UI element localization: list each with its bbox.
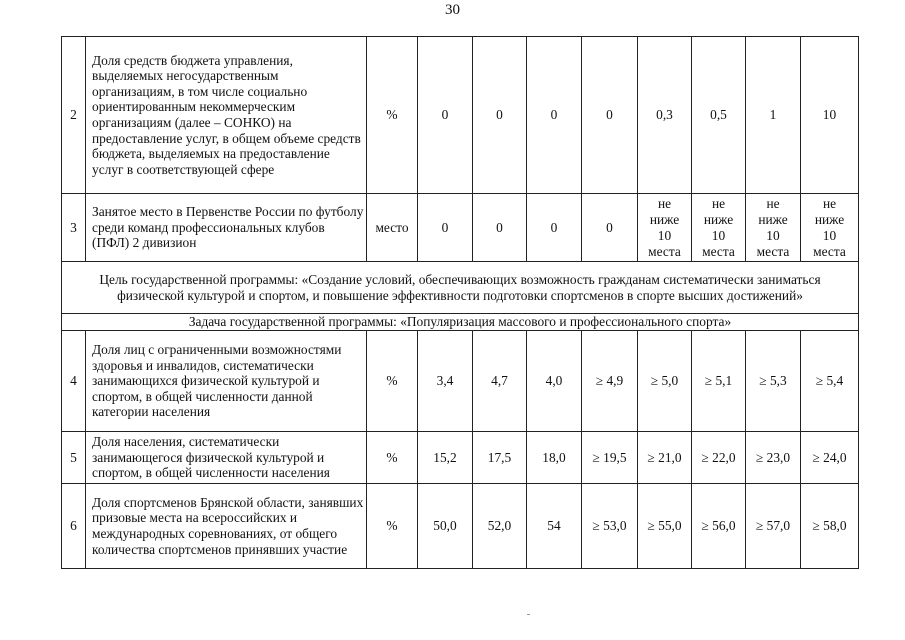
value-cell: 0	[418, 37, 473, 194]
value-cell: 0,5	[692, 37, 746, 194]
value-cell: ≥ 57,0	[746, 484, 801, 569]
value-cell: ≥ 56,0	[692, 484, 746, 569]
value-cell: 0	[473, 194, 527, 262]
target-value-cell	[746, 194, 801, 262]
row-number: 2	[62, 37, 86, 194]
table-row	[62, 37, 859, 194]
value-cell: 0	[582, 194, 638, 262]
target-line: не	[657, 195, 672, 211]
indicator-name: Доля спортсменов Брянской области, занявших призовые места на всероссийских и международных соревнованиях, от общего количества спортсменов принявших участие	[86, 484, 367, 569]
value-cell: 0	[418, 194, 473, 262]
unit-cell: место	[367, 194, 418, 262]
target-line: места	[813, 243, 846, 259]
value-cell: 4,7	[473, 331, 527, 432]
unit-cell: %	[367, 37, 418, 194]
unit-cell: %	[367, 432, 418, 484]
target-line: места	[702, 243, 735, 259]
table-row	[62, 331, 859, 432]
table-row	[62, 484, 859, 569]
target-value-cell	[801, 194, 859, 262]
target-line: места	[648, 243, 681, 259]
value-cell: 4,0	[527, 331, 582, 432]
indicator-name: Доля населения, систематически занимающегося физической культурой и спортом, в общей численности населения	[86, 432, 367, 484]
value-cell: 0	[527, 194, 582, 262]
value-cell: ≥ 22,0	[692, 432, 746, 484]
value-cell: 0,3	[638, 37, 692, 194]
table-row	[62, 432, 859, 484]
value-cell: ≥ 5,4	[801, 331, 859, 432]
value-cell: ≥ 5,1	[692, 331, 746, 432]
value-cell: 18,0	[527, 432, 582, 484]
program-goal: Цель государственной программы: «Создание условий, обеспечивающих возможность гражданам систематически заниматься физической культурой и спортом, и повышение эффективности подготовки спортсменов в спорте высших достижений»	[62, 262, 859, 314]
row-number: 3	[62, 194, 86, 262]
target-line: ниже	[649, 211, 680, 227]
row-number: 6	[62, 484, 86, 569]
target-line: 10	[822, 227, 837, 243]
target-line: 10	[711, 227, 726, 243]
table-row	[62, 194, 859, 262]
value-cell: 17,5	[473, 432, 527, 484]
value-cell: 52,0	[473, 484, 527, 569]
target-line: 10	[657, 227, 672, 243]
program-task: Задача государственной программы: «Популяризация массового и профессионального спорта»	[62, 314, 859, 331]
target-line: не	[822, 195, 837, 211]
indicator-name: Доля средств бюджета управления, выделяемых негосударственным организациям, в том числе социально ориентированным некоммерческим организациям (далее – СОНКО) на предоставление услуг, в общем объеме средств бюджета, выделяемых на предоставление услуг в соответствующей сфере	[86, 37, 367, 194]
value-cell: ≥ 24,0	[801, 432, 859, 484]
target-line: не	[711, 195, 726, 211]
value-cell: 10	[801, 37, 859, 194]
value-cell: 15,2	[418, 432, 473, 484]
target-value-cell	[638, 194, 692, 262]
value-cell: ≥ 4,9	[582, 331, 638, 432]
row-number: 5	[62, 432, 86, 484]
value-cell: ≥ 21,0	[638, 432, 692, 484]
value-cell: ≥ 58,0	[801, 484, 859, 569]
target-line: 10	[766, 227, 780, 243]
indicator-name: Доля лиц с ограниченными возможностями здоровья и инвалидов, систематически занимающихся физической культурой и спортом, в общей численности данной категории населения	[86, 331, 367, 432]
value-cell: ≥ 19,5	[582, 432, 638, 484]
value-cell: 0	[527, 37, 582, 194]
unit-cell: %	[367, 484, 418, 569]
task-row	[62, 314, 859, 331]
value-cell: 1	[746, 37, 801, 194]
unit-cell: %	[367, 331, 418, 432]
scan-mark	[527, 614, 530, 615]
value-cell: ≥ 23,0	[746, 432, 801, 484]
value-cell: ≥ 53,0	[582, 484, 638, 569]
value-cell: 54	[527, 484, 582, 569]
value-cell: ≥ 5,3	[746, 331, 801, 432]
target-line: места	[756, 243, 790, 259]
value-cell: ≥ 55,0	[638, 484, 692, 569]
target-line: ниже	[758, 211, 788, 227]
row-number: 4	[62, 331, 86, 432]
target-line: ниже	[814, 211, 845, 227]
target-value-cell	[692, 194, 746, 262]
indicator-name: Занятое место в Первенстве России по футболу среди команд профессиональных клубов (ПФЛ) 2 дивизион	[86, 194, 367, 262]
goal-row	[62, 262, 859, 314]
value-cell: 50,0	[418, 484, 473, 569]
value-cell: 3,4	[418, 331, 473, 432]
page-number: 30	[445, 2, 460, 18]
target-line: не	[766, 195, 780, 211]
value-cell: 0	[582, 37, 638, 194]
value-cell: 0	[473, 37, 527, 194]
value-cell: ≥ 5,0	[638, 331, 692, 432]
indicators-table	[61, 36, 859, 569]
target-line: ниже	[703, 211, 734, 227]
